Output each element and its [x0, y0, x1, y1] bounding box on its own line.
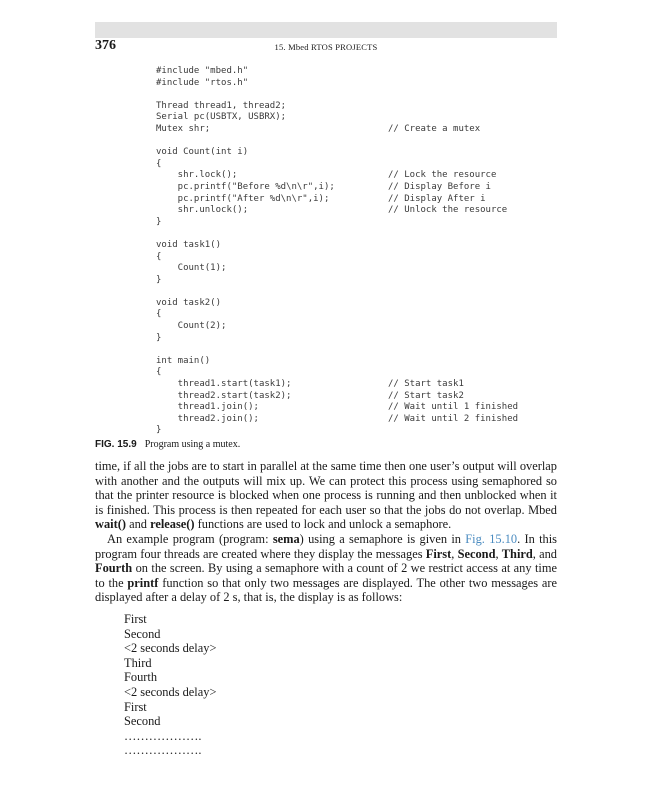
code-line: [156, 356, 576, 368]
code-line: [156, 321, 576, 333]
page-number: 376: [95, 38, 116, 53]
code-line: [156, 391, 576, 403]
code-line: [156, 147, 576, 159]
code-text: thread2.join();: [156, 413, 259, 424]
code-text: shr.unlock();: [156, 205, 249, 216]
code-comment: // Display After i: [388, 193, 486, 204]
code-text: {: [156, 251, 162, 262]
code-line: [156, 298, 576, 310]
display-line: First: [124, 699, 147, 714]
display-line: <2 seconds delay>: [124, 684, 217, 699]
para2-text-6: function so that only two messages are displayed. The other two messages are displayed after a delay of 2 s, that is, the display is as follows:: [95, 575, 557, 605]
code-line: [156, 252, 576, 264]
display-output-list: [124, 612, 216, 758]
code-text: Thread thread1, thread2;: [156, 100, 287, 111]
program-name-sema: sema: [272, 531, 300, 546]
code-text: }: [156, 274, 162, 285]
code-line: [156, 159, 576, 171]
code-line: [156, 66, 576, 78]
code-comment: // Unlock the resource: [388, 205, 508, 216]
figure-link[interactable]: Fig. 15.10: [465, 531, 518, 546]
body-text: [95, 459, 557, 605]
figure-label: FIG. 15.9: [95, 439, 137, 450]
para1-text: time, if all the jobs are to start in parallel at the same time then one user’s output will overlap with another and the outputs will mix up. We can protect this process using semaphored so that the printer resource is blocked when one process is running and then unblocked when it is finished. This process is then repeated for each user so that the jobs do not overlap. Mbed: [95, 459, 557, 517]
para2-text-1: An example program (program:: [107, 531, 273, 546]
code-text: #include "mbed.h": [156, 66, 249, 76]
display-line: <2 seconds delay>: [124, 641, 217, 656]
para2-text-2: ) using a semaphore is given in: [299, 531, 466, 546]
code-line: [156, 333, 576, 345]
code-line: [156, 101, 576, 113]
figure-caption-text: Program using a mutex.: [144, 439, 241, 450]
code-line: [156, 286, 576, 298]
code-line: [156, 228, 576, 240]
msg-second: Second: [457, 546, 496, 561]
comma-2: ,: [495, 546, 502, 561]
code-line: [156, 124, 576, 136]
code-text: {: [156, 158, 162, 169]
header-bar: [95, 22, 557, 38]
display-line: Second: [124, 714, 161, 729]
paragraph-1: [95, 459, 557, 532]
code-line: [156, 263, 576, 275]
running-head: 15. Mbed RTOS PROJECTS: [274, 42, 378, 52]
code-text: thread1.join();: [156, 402, 259, 413]
code-text: int main(): [156, 355, 211, 366]
code-text: pc.printf("After %d\n\r",i);: [156, 193, 330, 204]
code-comment: // Display Before i: [388, 181, 491, 192]
code-line: [156, 240, 576, 252]
code-comment: // Start task2: [388, 390, 464, 401]
code-text: thread1.start(task1);: [156, 379, 292, 390]
code-line: [156, 112, 576, 124]
display-line: ……………….: [124, 743, 202, 758]
para2-text-5: on the screen. By using a semaphore with a count of 2 we restrict access at any time to the: [95, 561, 557, 590]
display-line: ……………….: [124, 728, 202, 743]
code-line: [156, 344, 576, 356]
code-comment: // Create a mutex: [388, 123, 481, 134]
code-line: [156, 170, 576, 182]
code-line: [156, 89, 576, 101]
code-line: [156, 275, 576, 287]
release-function: release(): [150, 517, 195, 532]
code-comment: // Wait until 2 finished: [388, 413, 519, 424]
code-text: }: [156, 425, 162, 436]
code-text: Mutex shr;: [156, 123, 211, 134]
code-text: shr.lock();: [156, 170, 238, 181]
figure-caption: [95, 439, 240, 450]
code-text: #include "rtos.h": [156, 77, 249, 88]
code-line: [156, 217, 576, 229]
code-text: void Count(int i): [156, 147, 249, 158]
msg-first: First: [425, 546, 452, 561]
code-listing: [156, 66, 576, 437]
code-line: [156, 205, 576, 217]
code-line: [156, 402, 576, 414]
code-comment: // Start task1: [388, 379, 464, 390]
wait-function: wait(): [95, 517, 126, 532]
display-line: First: [124, 612, 147, 626]
code-text: {: [156, 367, 162, 378]
para1-tail: functions are used to lock and unlock a semaphore.: [194, 517, 452, 532]
code-text: Serial pc(USBTX, USBRX);: [156, 112, 287, 123]
code-text: pc.printf("Before %d\n\r",i);: [156, 181, 335, 192]
code-line: [156, 309, 576, 321]
code-line: [156, 194, 576, 206]
code-line: [156, 414, 576, 426]
code-text: Count(1);: [156, 263, 227, 274]
msg-fourth: Fourth: [95, 561, 133, 576]
para2-text-4: , and: [532, 546, 558, 561]
printf-function: printf: [127, 575, 159, 590]
code-line: [156, 425, 576, 437]
code-line: [156, 367, 576, 379]
code-text: void task2(): [156, 297, 222, 308]
code-line: [156, 379, 576, 391]
code-line: [156, 78, 576, 90]
code-text: {: [156, 309, 162, 320]
display-line: Fourth: [124, 670, 158, 685]
code-text: }: [156, 216, 162, 227]
code-comment: // Wait until 1 finished: [388, 402, 519, 413]
paragraph-2: [95, 532, 557, 605]
code-comment: // Lock the resource: [388, 170, 497, 181]
code-text: thread2.start(task2);: [156, 390, 292, 401]
para1-and: and: [125, 517, 151, 532]
comma-1: ,: [451, 546, 458, 561]
code-text: }: [156, 332, 162, 343]
code-text: void task1(): [156, 239, 222, 250]
code-line: [156, 182, 576, 194]
display-line: Third: [124, 655, 152, 670]
code-line: [156, 136, 576, 148]
para2-text-3: . In this program four threads are created where they display the messages: [95, 531, 557, 561]
msg-third: Third: [501, 546, 533, 561]
display-line: Second: [124, 626, 161, 641]
code-text: Count(2);: [156, 321, 227, 332]
